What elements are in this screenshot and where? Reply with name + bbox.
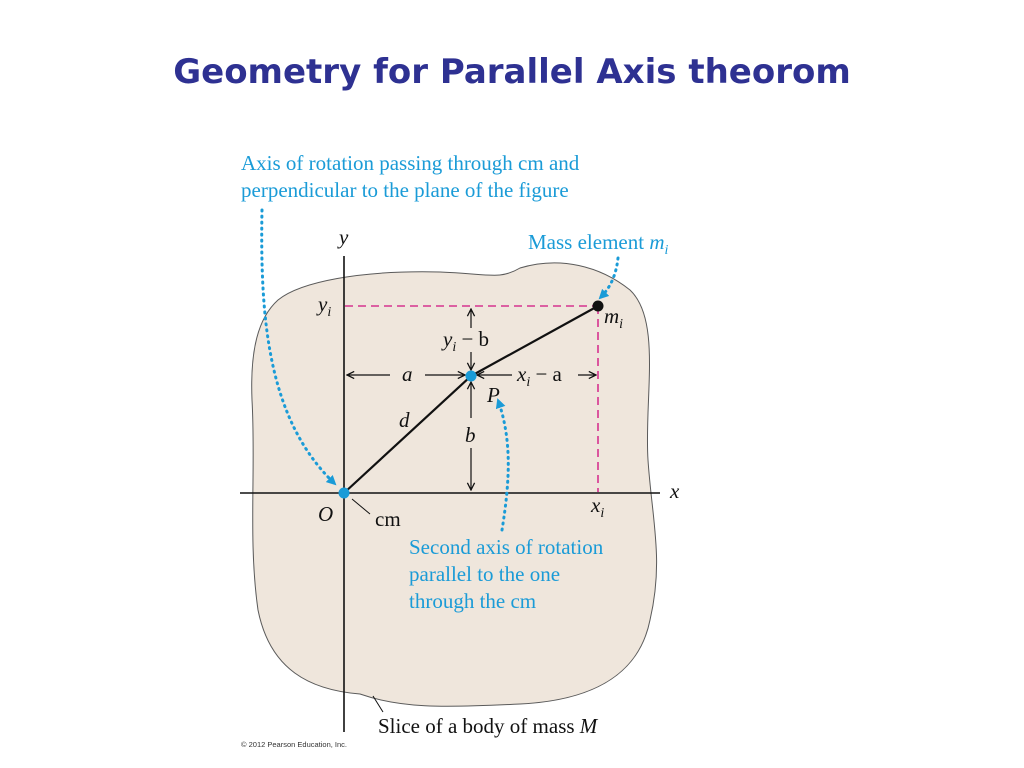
- yi-minus-b-label: $y_i - b$: [443, 327, 490, 355]
- cm-label: cm: [375, 507, 401, 531]
- b-label: b: [465, 423, 476, 447]
- body-caption: Slice of a body of mass M: [378, 714, 598, 738]
- x-axis-label: x: [670, 479, 680, 503]
- mass-element-caption: Mass element $m_i$: [528, 230, 669, 258]
- y-axis-label: y: [339, 225, 349, 249]
- mass-element-point: [593, 301, 604, 312]
- cm-axis-caption-line1: Axis of rotation passing through cm and: [241, 151, 580, 175]
- second-axis-caption-line3: through the cm: [409, 589, 537, 613]
- second-axis-caption-line2: parallel to the one: [409, 562, 561, 586]
- xi-label: $x_i$: [591, 493, 605, 521]
- cm-axis-caption-line2: perpendicular to the plane of the figure: [241, 178, 569, 202]
- origin-label: O: [318, 502, 334, 526]
- slide-title: Geometry for Parallel Axis theorom: [173, 52, 851, 92]
- body-slice: [252, 263, 657, 706]
- xi-minus-a-label: $x_i - a$: [517, 362, 562, 390]
- point-p: [466, 371, 477, 382]
- origin-cm-point: [339, 488, 350, 499]
- copyright-notice: © 2012 Pearson Education, Inc.: [241, 740, 348, 749]
- a-label: a: [402, 362, 413, 386]
- second-axis-caption-line1: Second axis of rotation: [409, 535, 604, 559]
- yi-label: $y_i$: [318, 292, 332, 320]
- point-p-label: P: [487, 383, 500, 407]
- mass-mi-label: $m_i$: [604, 304, 624, 332]
- d-label: d: [399, 408, 410, 432]
